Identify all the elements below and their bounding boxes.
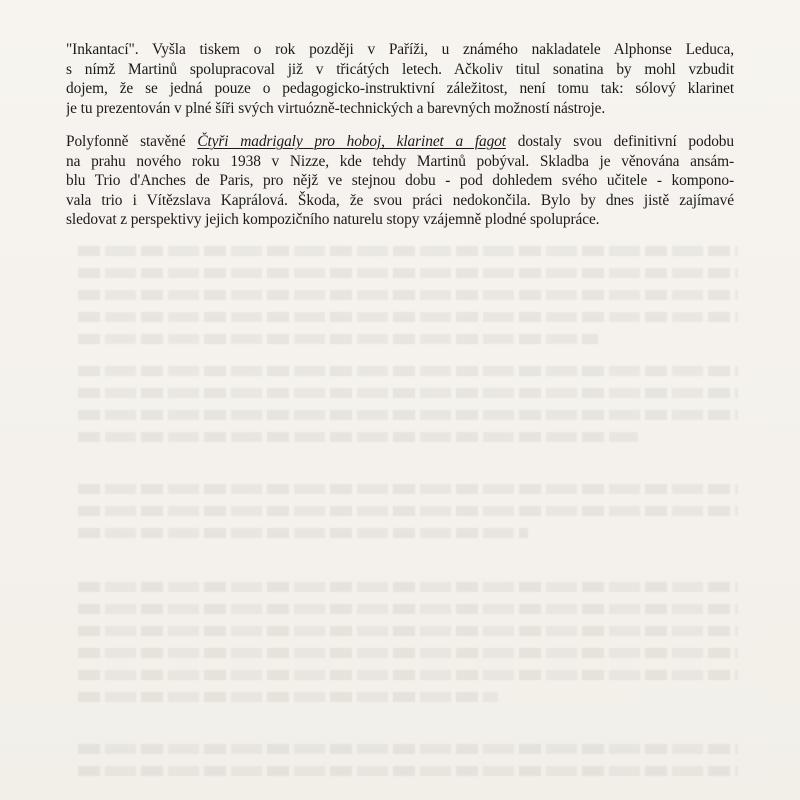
bleed-through-line bbox=[78, 528, 528, 538]
bleed-through-line bbox=[78, 670, 738, 680]
paragraph-2 bbox=[66, 132, 734, 230]
paragraph-2-line-5: sledovat z perspektivy jejich kompozičního naturelu stopy vzájemně plodné spolupráce. bbox=[66, 211, 600, 228]
bleed-through-line bbox=[78, 366, 738, 376]
bleed-through-line bbox=[78, 766, 738, 776]
bleed-through-line bbox=[78, 648, 738, 658]
bleed-through-line bbox=[78, 432, 638, 442]
bleed-through-line bbox=[78, 692, 498, 702]
bleed-through-line bbox=[78, 334, 598, 344]
bleed-through-line bbox=[78, 290, 738, 300]
paragraph-2-line-1 bbox=[66, 132, 734, 152]
bleed-through-line bbox=[78, 388, 738, 398]
paragraph-2-line-1-after: dostaly svou definitivní podobu bbox=[505, 133, 734, 150]
paragraph-1-line-4: je tu prezentován v plné šíři svých virtuózně-technických a barevných možností nástroje. bbox=[66, 99, 606, 117]
bleed-through-line bbox=[78, 604, 738, 614]
paragraph-1 bbox=[66, 40, 734, 118]
bleed-through-line bbox=[78, 246, 738, 256]
paragraph-2-line-4: vala trio i Vítězslava Kaprálová. Škoda, že svou práci nedokončila. Bylo by dnes jistě zajímavé bbox=[66, 191, 734, 209]
bleed-through-line bbox=[78, 744, 738, 754]
bleed-through-line bbox=[78, 410, 738, 420]
bleed-through-line bbox=[78, 582, 738, 592]
bleed-through-line bbox=[78, 506, 738, 516]
bleed-through-line bbox=[78, 312, 738, 322]
bleed-through-line bbox=[78, 484, 738, 494]
paragraph-1-line-3: dojem, že se jedná pouze o pedagogicko-instruktivní záležitost, není tomu tak: sólový klarinet bbox=[66, 80, 734, 97]
paragraph-2-line-3: blu Trio d'Anches de Paris, pro nějž ve stejnou dobu - pod dohledem svého učitele - kompono- bbox=[66, 172, 734, 189]
paragraph-2-line-2: na prahu nového roku 1938 v Nizze, kde tehdy Martinů pobýval. Skladba je věnována ansám- bbox=[66, 152, 734, 170]
work-title: Čtyři madrigaly pro hoboj, klarinet a fagot bbox=[197, 133, 506, 150]
bleed-through-line bbox=[78, 626, 738, 636]
paragraph-1-line-2: s nímž Martinů spolupracoval již v třicátých letech. Ačkoliv titul sonatina by mohl vzbudit bbox=[66, 60, 734, 78]
bleed-through-line bbox=[78, 268, 738, 278]
paragraph-2-line-1-before: Polyfonně stavěné bbox=[66, 133, 198, 150]
paragraph-1-line-1: "Inkantací". Vyšla tiskem o rok později v Paříži, u známého nakladatele Alphonse Leduca, bbox=[66, 41, 734, 58]
